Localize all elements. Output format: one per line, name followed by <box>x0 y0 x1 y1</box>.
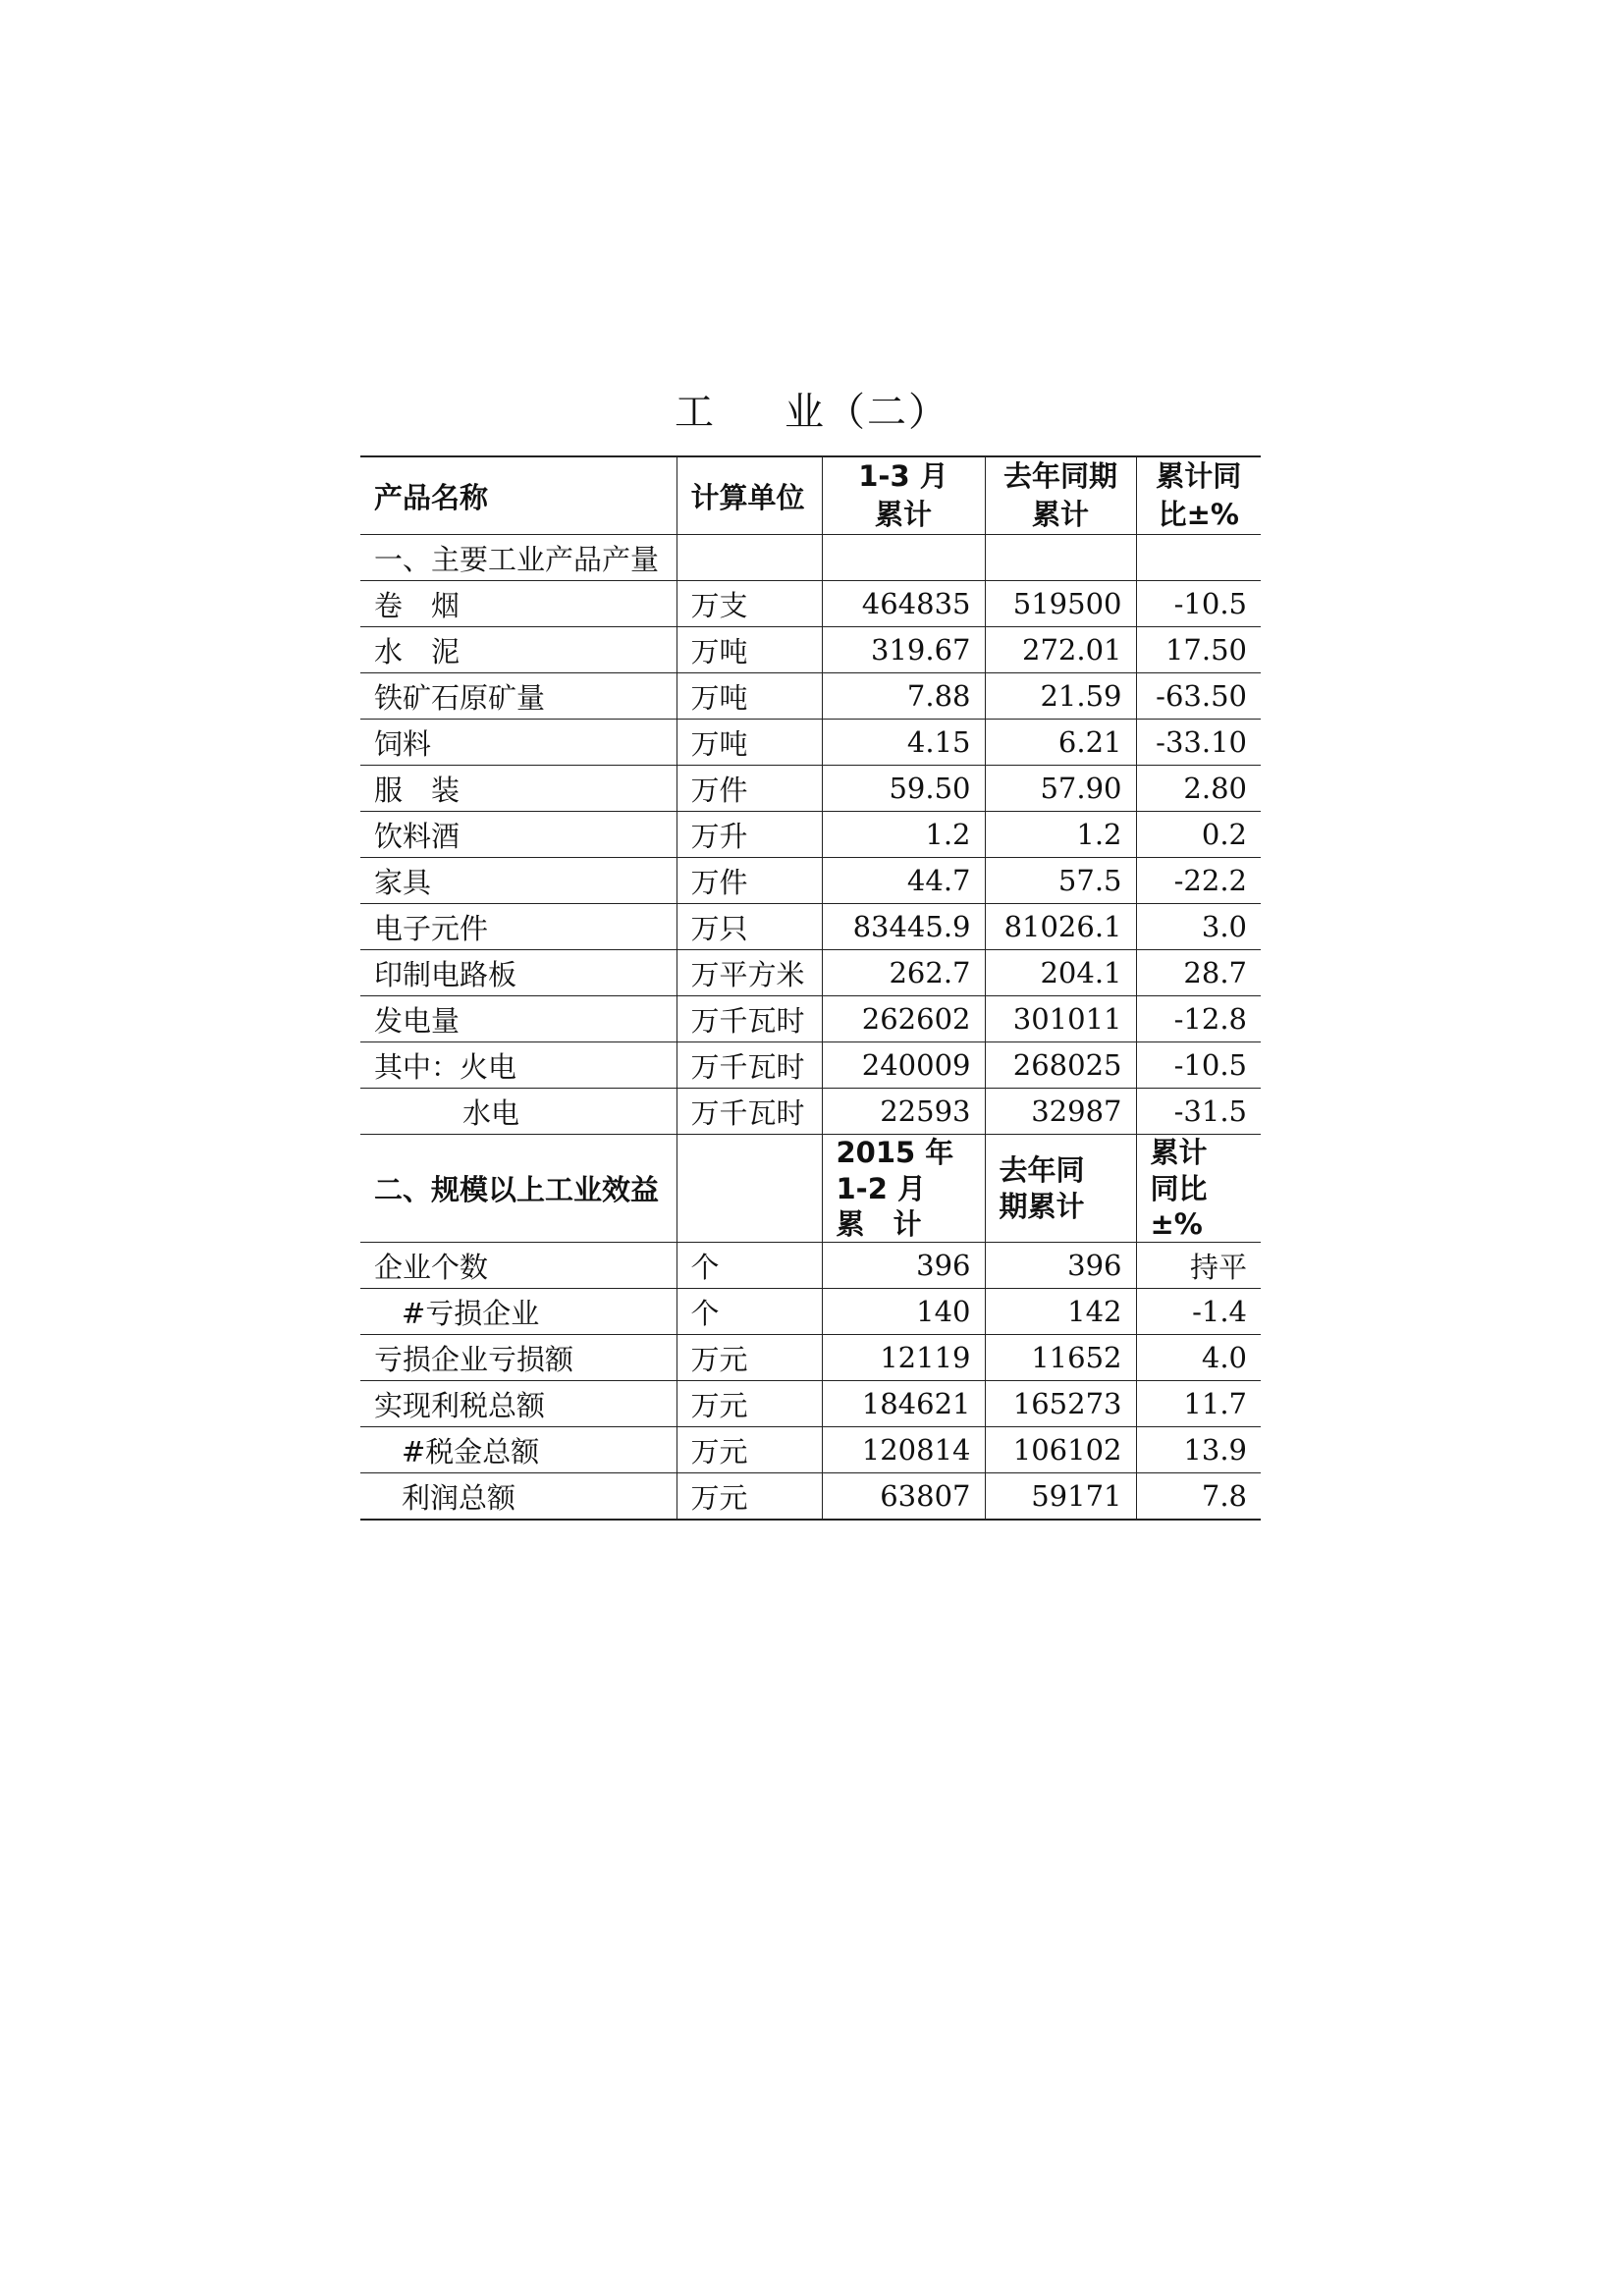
table-cell: 水电 <box>360 1089 677 1135</box>
section-1-title-row <box>360 535 1261 581</box>
table-cell: 万吨 <box>677 720 822 766</box>
table-cell: 利润总额 <box>360 1473 677 1521</box>
header2-yoy-change: 累计 同比 ±% <box>1136 1135 1261 1243</box>
table-cell: 57.90 <box>985 766 1136 812</box>
table-cell: 165273 <box>985 1381 1136 1427</box>
table-cell: 240009 <box>822 1042 985 1089</box>
table-cell: -63.50 <box>1136 673 1261 720</box>
table-cell: 万元 <box>677 1381 822 1427</box>
table-cell: 13.9 <box>1136 1427 1261 1473</box>
table-cell: 301011 <box>985 996 1136 1042</box>
table-cell: 服 装 <box>360 766 677 812</box>
table-cell: 亏损企业亏损额 <box>360 1335 677 1381</box>
table-cell: 12119 <box>822 1335 985 1381</box>
table-cell: 印制电路板 <box>360 950 677 996</box>
table-cell: 电子元件 <box>360 904 677 950</box>
table-cell: #税金总额 <box>360 1427 677 1473</box>
table-cell: 1.2 <box>822 812 985 858</box>
table-row <box>360 1042 1261 1089</box>
table-row <box>360 1473 1261 1521</box>
table-cell: 2.80 <box>1136 766 1261 812</box>
table-cell: 22593 <box>822 1089 985 1135</box>
table-row <box>360 1089 1261 1135</box>
header-row-2 <box>360 1135 1261 1243</box>
table-cell: 3.0 <box>1136 904 1261 950</box>
header-yoy-change: 累计同 比±% <box>1136 456 1261 535</box>
table-row <box>360 950 1261 996</box>
table-cell: -31.5 <box>1136 1089 1261 1135</box>
table-cell: 万千瓦时 <box>677 1042 822 1089</box>
table-cell: 262.7 <box>822 950 985 996</box>
table-cell: 持平 <box>1136 1243 1261 1289</box>
table-cell: 卷 烟 <box>360 581 677 627</box>
table-cell: #亏损企业 <box>360 1289 677 1335</box>
header-last-year-cumulative: 去年同期 累计 <box>985 456 1136 535</box>
table-cell: 4.15 <box>822 720 985 766</box>
table-cell: 1.2 <box>985 812 1136 858</box>
table-cell: 0.2 <box>1136 812 1261 858</box>
table-row <box>360 904 1261 950</box>
table-row <box>360 627 1261 673</box>
page-title <box>0 381 1624 437</box>
header2-last-year-cumulative: 去年同 期累计 <box>985 1135 1136 1243</box>
table-cell: 万元 <box>677 1427 822 1473</box>
header-unit: 计算单位 <box>677 456 822 535</box>
title-part-2: 业（二） <box>785 390 949 435</box>
header-product-name: 产品名称 <box>360 456 677 535</box>
table-cell: -22.2 <box>1136 858 1261 904</box>
table-cell: 63807 <box>822 1473 985 1521</box>
table-cell: 17.50 <box>1136 627 1261 673</box>
table-cell: 59.50 <box>822 766 985 812</box>
table-cell: -10.5 <box>1136 1042 1261 1089</box>
table-cell: 万升 <box>677 812 822 858</box>
table-row <box>360 1243 1261 1289</box>
table-cell: 万元 <box>677 1473 822 1521</box>
table-row <box>360 812 1261 858</box>
table-row <box>360 1335 1261 1381</box>
table-cell: 11652 <box>985 1335 1136 1381</box>
table-cell: 4.0 <box>1136 1335 1261 1381</box>
table-cell: 6.21 <box>985 720 1136 766</box>
table-cell: 519500 <box>985 581 1136 627</box>
title-part-1: 工 <box>675 390 716 435</box>
table-cell: 水 泥 <box>360 627 677 673</box>
table-row <box>360 1381 1261 1427</box>
table-cell: 21.59 <box>985 673 1136 720</box>
table-cell: 272.01 <box>985 627 1136 673</box>
table-cell: 饲料 <box>360 720 677 766</box>
table-cell: 57.5 <box>985 858 1136 904</box>
section-2-title: 二、规模以上工业效益 <box>360 1135 677 1243</box>
table-cell: 81026.1 <box>985 904 1136 950</box>
table-cell: 464835 <box>822 581 985 627</box>
table-cell: 饮料酒 <box>360 812 677 858</box>
table-cell: 396 <box>822 1243 985 1289</box>
section-title: 一、主要工业产品产量 <box>360 535 677 581</box>
table-cell: 实现利税总额 <box>360 1381 677 1427</box>
table-cell: 28.7 <box>1136 950 1261 996</box>
table-cell: -1.4 <box>1136 1289 1261 1335</box>
table-cell: 家具 <box>360 858 677 904</box>
table-row <box>360 766 1261 812</box>
table-cell: 262602 <box>822 996 985 1042</box>
table-cell: -12.8 <box>1136 996 1261 1042</box>
table-cell: 184621 <box>822 1381 985 1427</box>
header-current-cumulative: 1-3 月 累计 <box>822 456 985 535</box>
table-row <box>360 1289 1261 1335</box>
table-cell: 企业个数 <box>360 1243 677 1289</box>
table-cell: 120814 <box>822 1427 985 1473</box>
table-cell: 268025 <box>985 1042 1136 1089</box>
table-cell: 140 <box>822 1289 985 1335</box>
table-row <box>360 673 1261 720</box>
table-cell: 万件 <box>677 766 822 812</box>
table-cell: 万平方米 <box>677 950 822 996</box>
table-row <box>360 581 1261 627</box>
table-row <box>360 720 1261 766</box>
table-cell: 万吨 <box>677 673 822 720</box>
statistics-table <box>360 455 1261 1521</box>
table-cell: 32987 <box>985 1089 1136 1135</box>
table-cell: 万元 <box>677 1335 822 1381</box>
table-cell: 万支 <box>677 581 822 627</box>
table-cell: 万件 <box>677 858 822 904</box>
table-cell: 319.67 <box>822 627 985 673</box>
table-cell: 59171 <box>985 1473 1136 1521</box>
table-cell: 万千瓦时 <box>677 1089 822 1135</box>
table-cell: 83445.9 <box>822 904 985 950</box>
table-cell: -10.5 <box>1136 581 1261 627</box>
table-cell: 发电量 <box>360 996 677 1042</box>
header2-current-cumulative: 2015 年 1-2 月 累 计 <box>822 1135 985 1243</box>
table-cell: 396 <box>985 1243 1136 1289</box>
table-row <box>360 996 1261 1042</box>
header-row-1 <box>360 456 1261 535</box>
table-cell: 万吨 <box>677 627 822 673</box>
table-cell: 106102 <box>985 1427 1136 1473</box>
table-cell: 7.8 <box>1136 1473 1261 1521</box>
table-cell: 万千瓦时 <box>677 996 822 1042</box>
table-cell: 其中：火电 <box>360 1042 677 1089</box>
table-cell: 7.88 <box>822 673 985 720</box>
table-cell: 铁矿石原矿量 <box>360 673 677 720</box>
table-row <box>360 1427 1261 1473</box>
table-cell: 11.7 <box>1136 1381 1261 1427</box>
table-cell: 44.7 <box>822 858 985 904</box>
table-cell: -33.10 <box>1136 720 1261 766</box>
table-cell: 个 <box>677 1289 822 1335</box>
table-cell: 142 <box>985 1289 1136 1335</box>
table-cell: 万只 <box>677 904 822 950</box>
table-cell: 个 <box>677 1243 822 1289</box>
table-row <box>360 858 1261 904</box>
table-cell: 204.1 <box>985 950 1136 996</box>
